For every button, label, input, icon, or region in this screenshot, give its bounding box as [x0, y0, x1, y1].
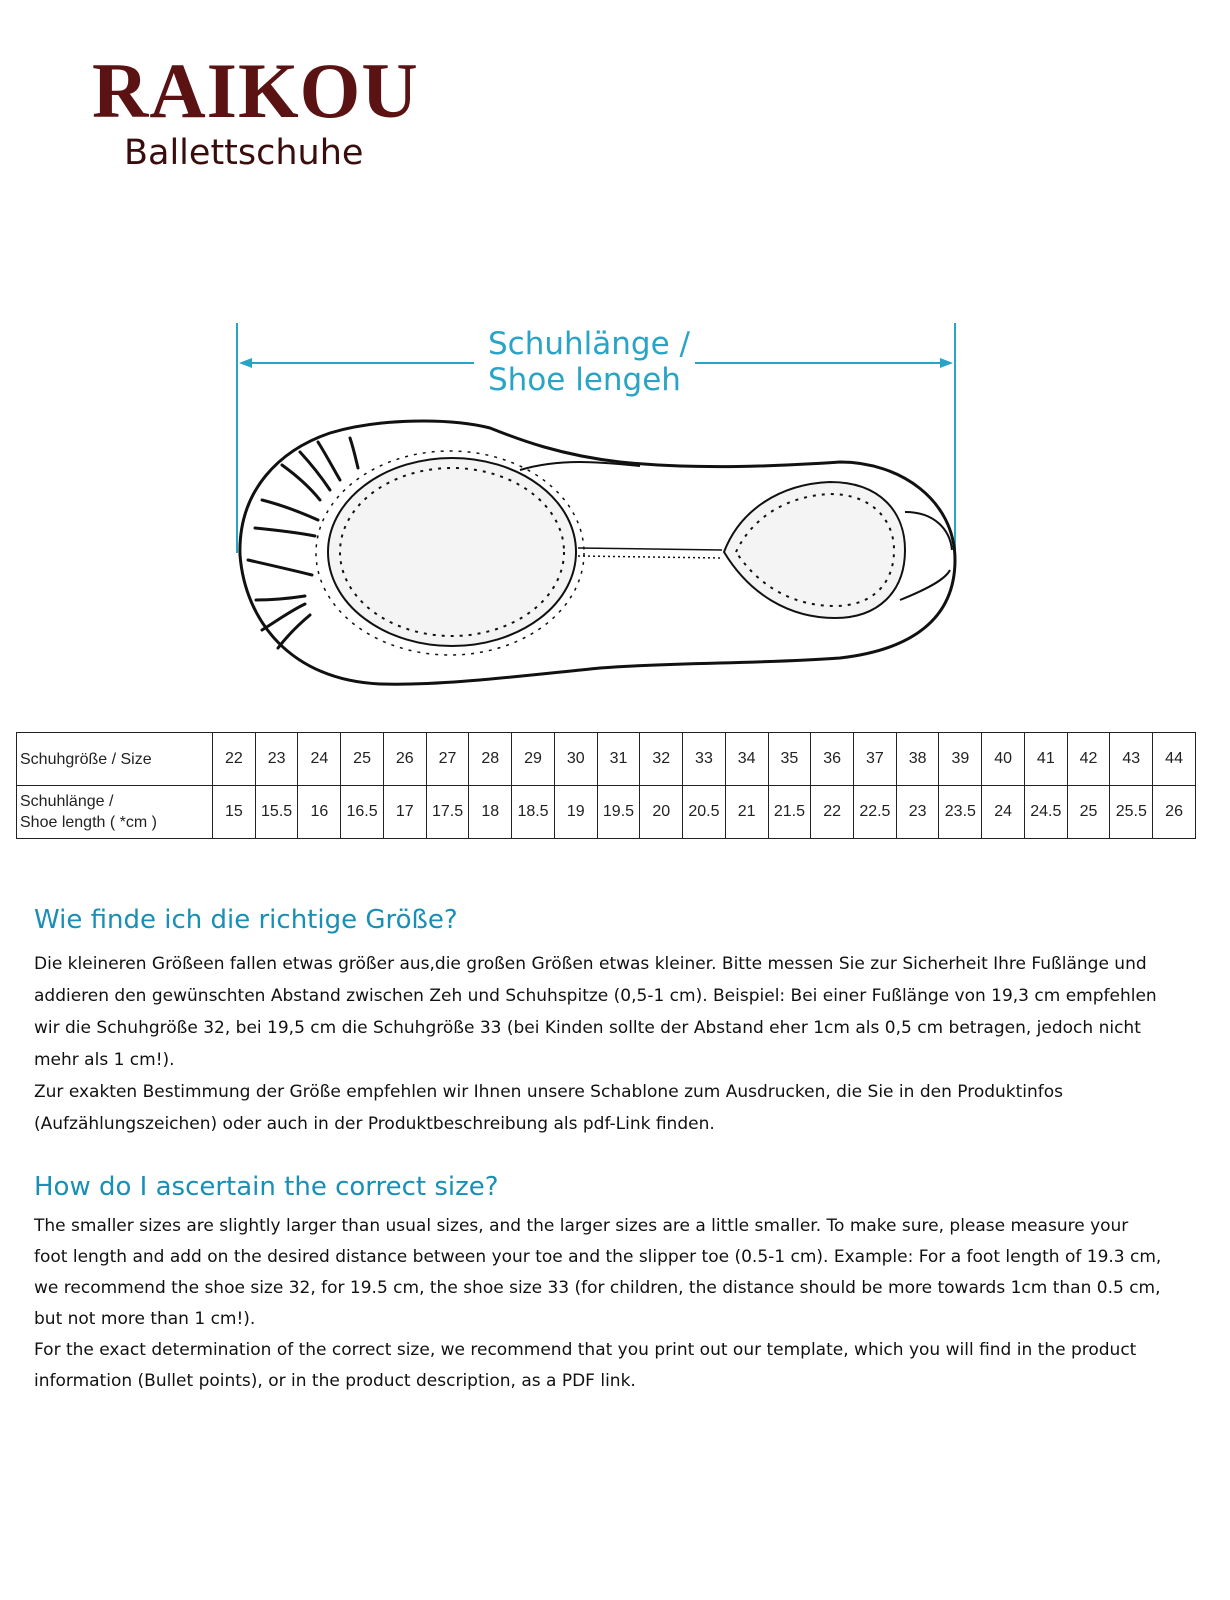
length-row-header-line1: Schuhlänge / [20, 793, 114, 810]
size-cell: 28 [469, 733, 512, 786]
german-paragraph-1: Die kleineren Größeen fallen etwas größer aus,die großen Größen etwas kleiner. Bitte messen Sie zur Sicherheit Ihre Fußlänge und addieren den gewünschten Abstand zwischen Zeh und Schuhspitze (0,5-1 cm). Beispiel: Bei einer Fußlänge von 19,3 cm empfehlen wir die Schuhgröße 32, bei 19,5 cm die Schuhgröße 33 (bei Kinden sollte der Abstand eher 1cm als 0,5 cm betragen, jedoch nicht mehr als 1 cm!). [34, 954, 1157, 1070]
size-row-header: Schuhgröße / Size [17, 733, 213, 786]
length-cell: 17.5 [426, 786, 469, 839]
size-cell: 30 [554, 733, 597, 786]
length-cell: 24.5 [1024, 786, 1067, 839]
size-cell: 25 [341, 733, 384, 786]
length-cell: 24 [982, 786, 1025, 839]
size-cell: 42 [1067, 733, 1110, 786]
length-cell: 16.5 [341, 786, 384, 839]
length-cell: 22.5 [854, 786, 897, 839]
brand-logo: RAIKOU [92, 47, 419, 134]
heel-pad [724, 482, 905, 618]
size-cell: 26 [383, 733, 426, 786]
length-cell: 19.5 [597, 786, 640, 839]
brand-subtitle: Ballettschuhe [124, 133, 364, 173]
front-pad [328, 458, 576, 646]
length-cell: 26 [1153, 786, 1196, 839]
shoe-length-label-line1: Schuhlänge / [488, 326, 690, 362]
length-cell: 20 [640, 786, 683, 839]
length-row [17, 786, 1196, 839]
shoe-length-label [488, 326, 690, 398]
english-heading: How do I ascertain the correct size? [34, 1172, 499, 1202]
arrow-left-icon [239, 358, 252, 368]
size-cell: 37 [854, 733, 897, 786]
size-cell: 41 [1024, 733, 1067, 786]
length-cell: 21.5 [768, 786, 811, 839]
size-cell: 43 [1110, 733, 1153, 786]
size-cell: 24 [298, 733, 341, 786]
center-seam-2 [578, 556, 722, 558]
size-cell: 33 [683, 733, 726, 786]
size-cell: 39 [939, 733, 982, 786]
size-cell: 34 [725, 733, 768, 786]
size-cell: 36 [811, 733, 854, 786]
length-cell: 15.5 [255, 786, 298, 839]
size-table [16, 732, 1196, 839]
length-cell: 20.5 [683, 786, 726, 839]
length-cell: 23.5 [939, 786, 982, 839]
length-cell: 18.5 [512, 786, 555, 839]
shoe-length-label-line2: Shoe lengeh [488, 362, 681, 398]
length-cell: 15 [213, 786, 256, 839]
size-cell: 44 [1153, 733, 1196, 786]
length-cell: 25.5 [1110, 786, 1153, 839]
arrow-right-icon [940, 358, 953, 368]
length-cell: 21 [725, 786, 768, 839]
german-paragraph-2: Zur exakten Bestimmung der Größe empfehlen wir Ihnen unsere Schablone zum Ausdrucken, die Sie in den Produktinfos (Aufzählungszeichen) oder auch in der Produktbeschreibung als pdf-Link finden. [34, 1082, 1064, 1134]
size-cell: 23 [255, 733, 298, 786]
length-row-header [17, 786, 213, 839]
length-cell: 25 [1067, 786, 1110, 839]
size-cell: 29 [512, 733, 555, 786]
german-heading: Wie finde ich die richtige Größe? [34, 905, 458, 935]
size-cell: 31 [597, 733, 640, 786]
english-paragraph-1: The smaller sizes are slightly larger than usual sizes, and the larger sizes are a little smaller. To make sure, please measure your foot length and add on the desired distance between your toe and the slipper toe (0.5-1 cm). Example: For a foot length of 19.3 cm, we recommend the shoe size 32, for 19.5 cm, the shoe size 33 (for children, the distance should be more towards 1cm than 0.5 cm, but not more than 1 cm!). [34, 1216, 1162, 1329]
size-cell: 22 [213, 733, 256, 786]
size-cell: 35 [768, 733, 811, 786]
size-cell: 27 [426, 733, 469, 786]
length-cell: 17 [383, 786, 426, 839]
english-paragraph-2: For the exact determination of the correct size, we recommend that you print out our template, which you will find in the product information (Bullet points), or in the product description, as a PDF link. [34, 1340, 1137, 1391]
size-cell: 32 [640, 733, 683, 786]
size-cell: 38 [896, 733, 939, 786]
center-seam [578, 548, 722, 550]
length-row-header-line2: Shoe length ( *cm ) [20, 814, 157, 831]
length-cell: 22 [811, 786, 854, 839]
length-cell: 18 [469, 786, 512, 839]
heel-edge [900, 512, 952, 600]
english-body [34, 1211, 1164, 1397]
length-cell: 19 [554, 786, 597, 839]
length-cell: 23 [896, 786, 939, 839]
size-cell: 40 [982, 733, 1025, 786]
length-cell: 16 [298, 786, 341, 839]
size-row [17, 733, 1196, 786]
german-body [34, 948, 1164, 1140]
